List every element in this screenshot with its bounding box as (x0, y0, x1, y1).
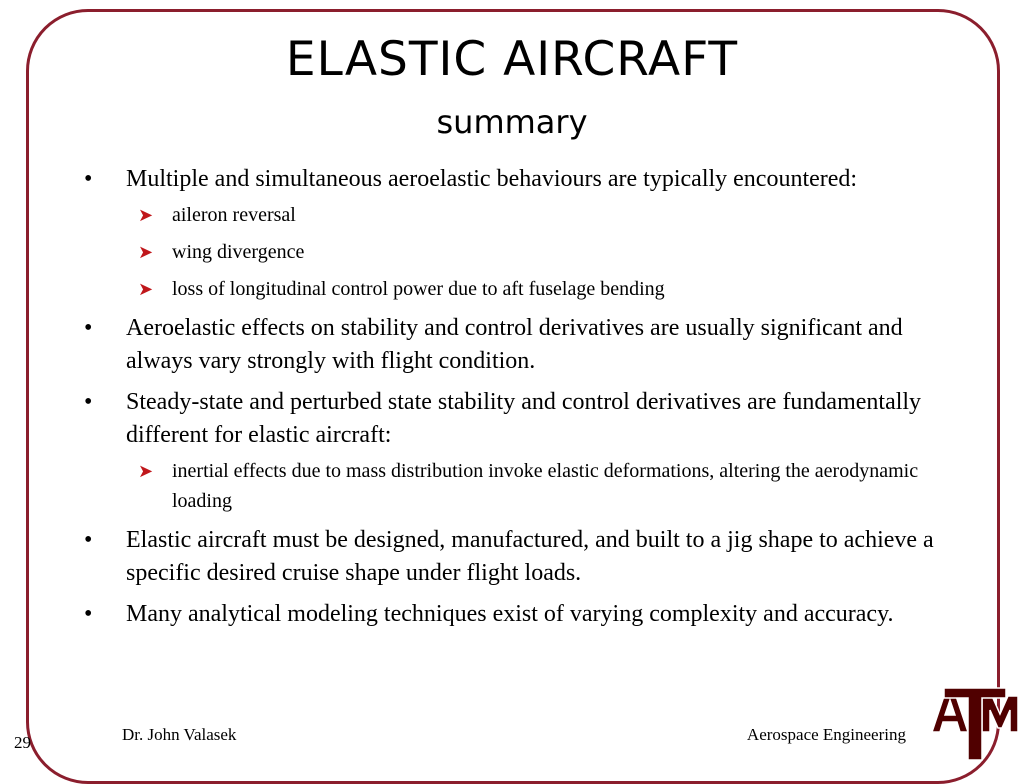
sub-bullet-text: inertial effects due to mass distribution invoke elastic deformations, altering the aerodynamic loading (172, 460, 919, 512)
bullet-item (84, 312, 954, 378)
sub-bullet-list (126, 200, 954, 304)
bullet-dot-icon: • (84, 601, 93, 627)
bullet-text: Many analytical modeling techniques exist of varying complexity and accuracy. (126, 601, 894, 627)
bullet-dot-icon: • (84, 166, 93, 192)
footer-department: Aerospace Engineering (746, 725, 906, 744)
sub-bullet-text: wing divergence (172, 241, 305, 263)
sub-bullet-item (126, 237, 954, 267)
sub-bullet-item (126, 274, 954, 304)
bullet-dot-icon: • (84, 527, 93, 553)
atm-logo-icon (930, 684, 1020, 764)
bullet-text: Aeroelastic effects on stability and control derivatives are usually significant and always vary strongly with flight condition. (126, 315, 903, 374)
sub-bullet-item (126, 200, 954, 230)
bullet-item (84, 598, 954, 631)
bullet-text: Elastic aircraft must be designed, manufactured, and built to a jig shape to achieve a specific desired cruise shape under flight loads. (126, 527, 934, 586)
footer-author: Dr. John Valasek (122, 725, 237, 744)
bullet-dot-icon: • (84, 389, 93, 415)
arrow-right-icon: ➤ (138, 461, 154, 481)
slide-title: ELASTIC AIRCRAFT (285, 32, 739, 87)
bullet-dot-icon: • (84, 315, 93, 341)
page-number: 29 (14, 733, 31, 752)
sub-bullet-item (126, 456, 954, 516)
bullet-item (84, 386, 954, 516)
arrow-right-icon: ➤ (138, 279, 154, 299)
sub-bullet-list (126, 456, 954, 516)
sub-bullet-text: aileron reversal (172, 204, 296, 226)
bullet-item (84, 524, 954, 590)
arrow-right-icon: ➤ (138, 242, 154, 262)
slide-subtitle: summary (436, 103, 588, 141)
bullet-item (84, 163, 954, 304)
bullet-list (84, 163, 954, 639)
bullet-text: Multiple and simultaneous aeroelastic behaviours are typically encountered: (126, 166, 858, 192)
arrow-right-icon: ➤ (138, 205, 154, 225)
bullet-text: Steady-state and perturbed state stability and control derivatives are fundamentally different for elastic aircraft: (126, 389, 922, 448)
sub-bullet-text: loss of longitudinal control power due to aft fuselage bending (172, 278, 665, 300)
